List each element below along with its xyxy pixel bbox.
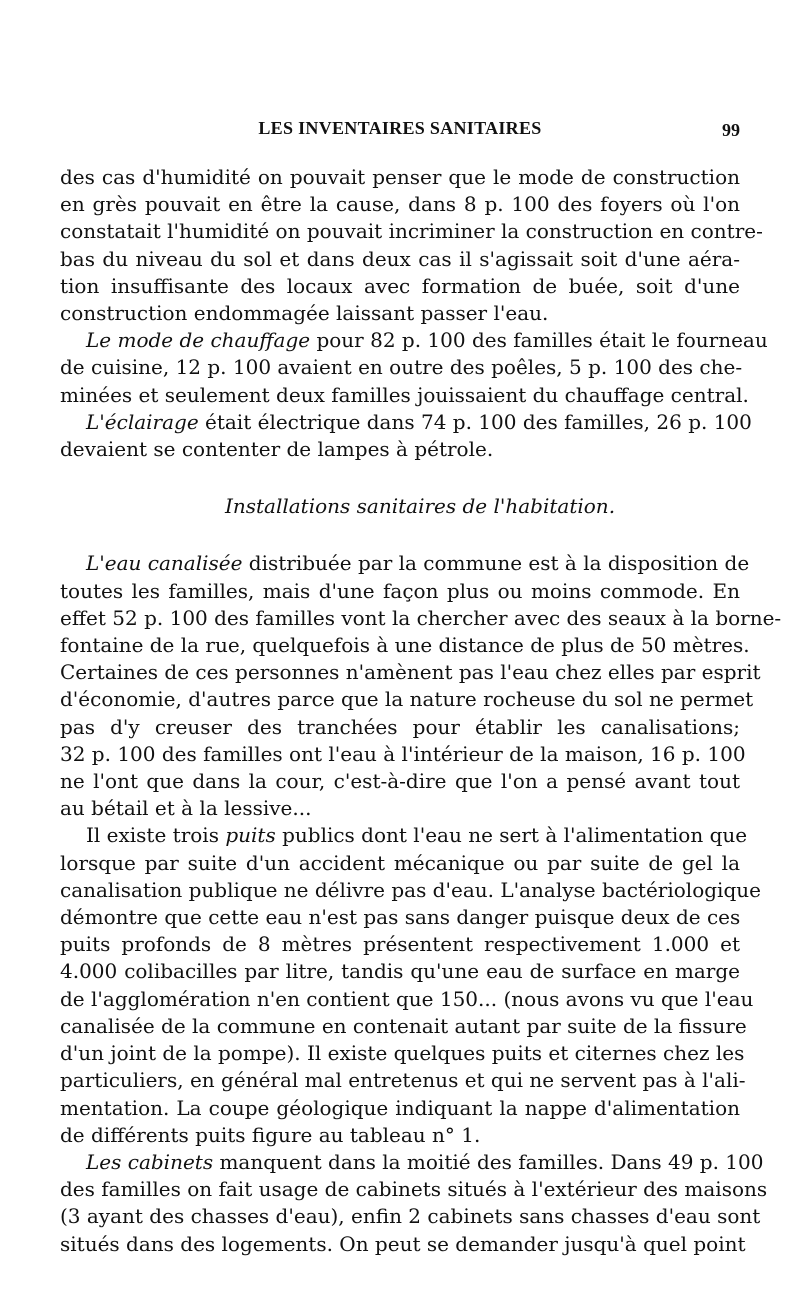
paragraph-water	[60, 550, 782, 822]
text-line: construction endommagée laissant passer l'eau.	[60, 301, 549, 326]
text-line: d'un joint de la pompe). Il existe quelques puits et citernes chez les	[60, 1041, 745, 1066]
text-line: situés dans des logements. On peut se demander jusqu'à quel point	[60, 1231, 746, 1256]
text-line: fontaine de la rue, quelquefois à une distance de plus de 50 mètres.	[60, 633, 750, 658]
text-line: puits profonds de 8 mètres présentent respectivement 1.000 et	[60, 932, 740, 957]
text-fragment: était électrique dans 74 p. 100 des familles, 26 p. 100	[198, 409, 752, 434]
text-line	[60, 822, 748, 849]
text-line	[60, 550, 750, 577]
text-line	[60, 327, 768, 354]
text-line: de différents puits figure au tableau n° 1.	[60, 1122, 481, 1147]
text-line: 4.000 colibacilles par litre, tandis qu'une eau de surface en marge	[60, 959, 740, 984]
text-line: toutes les familles, mais d'une façon plus ou moins commode. En	[60, 578, 740, 603]
paragraph-toilets	[60, 1149, 768, 1258]
text-line: minées et seulement deux familles jouissaient du chauffage central.	[60, 382, 749, 407]
section-heading: Installations sanitaires de l'habitation.	[224, 494, 616, 519]
text-line: des cas d'humidité on pouvait penser que le mode de construction	[60, 165, 740, 189]
text-line: constatait l'humidité on pouvait incriminer la construction en contre-	[60, 219, 763, 244]
text-line: bas du niveau du sol et dans deux cas il s'agissait soit d'une aéra-	[60, 246, 740, 271]
text-line	[60, 409, 752, 436]
text-line: effet 52 p. 100 des familles vont la chercher avec des seaux à la borne-	[60, 605, 782, 630]
text-line: au bétail et à la lessive...	[60, 796, 312, 821]
text-line: devaient se contenter de lampes à pétrole.	[60, 437, 494, 462]
text-fragment: publics dont l'eau ne sert à l'alimentation que	[275, 823, 748, 848]
text-line: d'économie, d'autres parce que la nature rocheuse du sol ne permet	[60, 687, 754, 712]
text-line: de cuisine, 12 p. 100 avaient en outre des poêles, 5 p. 100 des che-	[60, 355, 743, 380]
text-fragment: Il existe trois	[86, 823, 226, 848]
body-text	[60, 164, 782, 1258]
text-fragment: manquent dans la moitié des familles. Dans 49 p. 100	[213, 1149, 764, 1174]
text-line: tion insuffisante des locaux avec formation de buée, soit d'une	[60, 273, 740, 298]
text-line: pas d'y creuser des tranchées pour établir les canalisations;	[60, 714, 740, 739]
toilets-lead: Les cabinets	[86, 1149, 214, 1174]
text-line: Certaines de ces personnes n'amènent pas l'eau chez elles par esprit	[60, 660, 761, 685]
lighting-lead: L'éclairage	[86, 409, 199, 434]
paragraph-wells	[60, 822, 761, 1148]
text-line: canalisation publique ne délivre pas d'eau. L'analyse bactériologique	[60, 877, 761, 902]
text-line: ne l'ont que dans la cour, c'est-à-dire que l'on a pensé avant tout	[60, 769, 740, 794]
paragraph-heating	[60, 327, 768, 409]
text-line: particuliers, en général mal entretenus et qui ne servent pas à l'ali-	[60, 1068, 746, 1093]
text-fragment: distribuée par la commune est à la disposition de	[242, 551, 750, 576]
text-line: canalisée de la commune en contenait autant par suite de la fissure	[60, 1013, 747, 1038]
text-line: de l'agglomération n'en contient que 150... (nous avons vu que l'eau	[60, 986, 754, 1011]
text-line: en grès pouvait en être la cause, dans 8 p. 100 des foyers où l'on	[60, 192, 740, 217]
text-line: (3 ayant des chasses d'eau), enfin 2 cabinets sans chasses d'eau sont	[60, 1204, 761, 1229]
text-line	[60, 1149, 764, 1176]
text-line: démontre que cette eau n'est pas sans danger puisque deux de ces	[60, 905, 741, 930]
text-line: 32 p. 100 des familles ont l'eau à l'intérieur de la maison, 16 p. 100	[60, 741, 746, 766]
paragraph-humidity	[60, 164, 763, 327]
text-line: lorsque par suite d'un accident mécanique ou par suite de gel la	[60, 850, 740, 875]
water-lead: L'eau canalisée	[86, 551, 243, 576]
wells-term: puits	[225, 823, 276, 848]
running-title: LES INVENTAIRES SANITAIRES	[258, 118, 542, 138]
text-line: des familles on fait usage de cabinets situés à l'extérieur des maisons	[60, 1177, 768, 1202]
text-line: mentation. La coupe géologique indiquant la nappe d'alimentation	[60, 1095, 740, 1120]
heating-lead: Le mode de chauffage	[86, 328, 311, 353]
text-fragment: pour 82 p. 100 des familles était le fourneau	[310, 328, 768, 353]
running-head	[60, 118, 740, 148]
paragraph-lighting	[60, 409, 752, 463]
page-number: 99	[722, 120, 740, 140]
